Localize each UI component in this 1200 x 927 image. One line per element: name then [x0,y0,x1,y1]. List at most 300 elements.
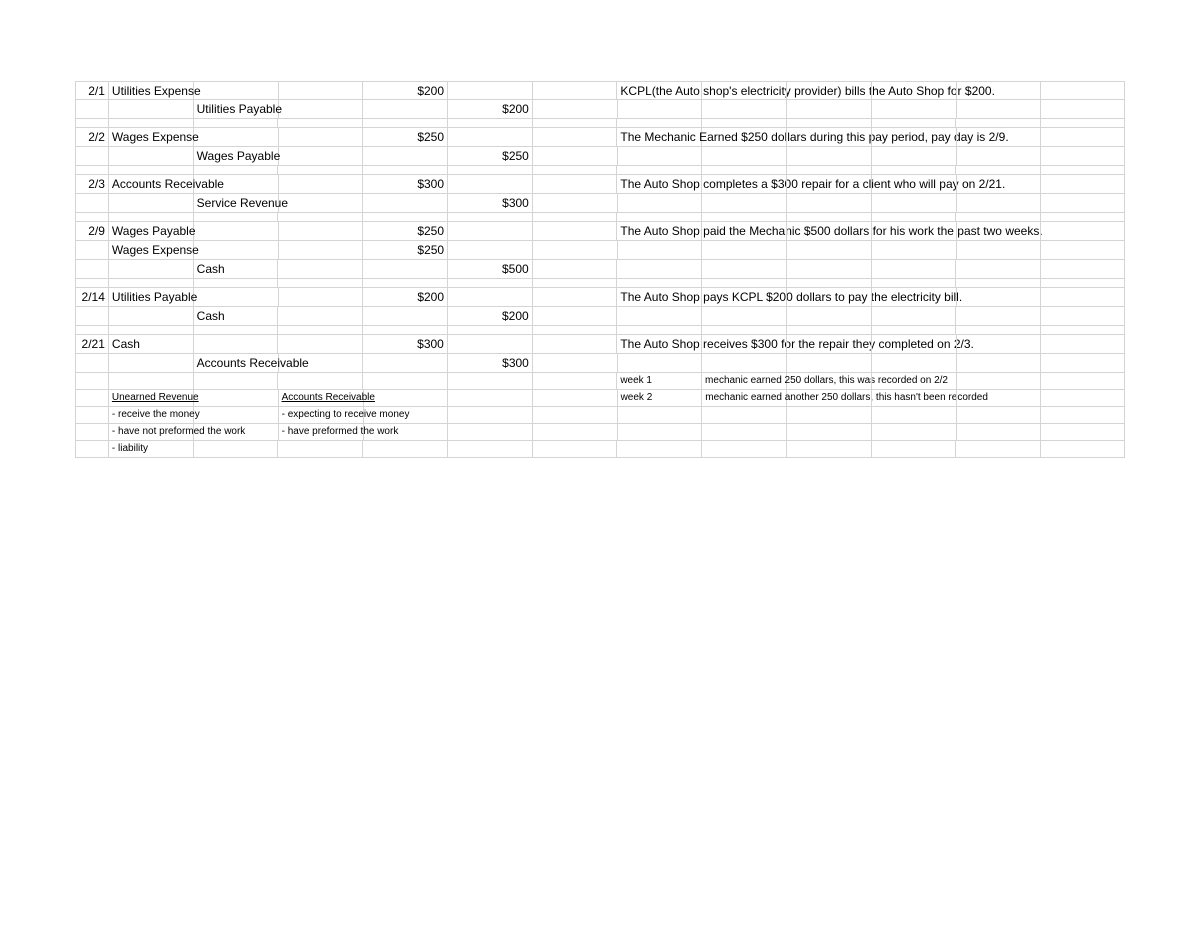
sheet-cell[interactable] [75,424,109,441]
debit-amount[interactable]: $250 [363,241,448,260]
sheet-cell[interactable] [109,326,194,335]
sheet-cell[interactable] [787,166,872,175]
sheet-cell[interactable] [109,166,194,175]
sheet-cell[interactable] [448,335,533,354]
sheet-cell[interactable] [1041,390,1125,407]
sheet-cell[interactable] [787,119,872,128]
sheet-cell[interactable] [194,390,279,407]
sheet-cell[interactable] [956,119,1041,128]
sheet-cell[interactable] [702,279,787,288]
sheet-cell[interactable] [702,100,787,119]
credit-account[interactable]: Cash [194,260,279,279]
sheet-cell[interactable] [363,213,448,222]
sheet-cell[interactable] [279,194,364,213]
sheet-cell[interactable] [787,241,872,260]
sheet-cell[interactable] [533,222,618,241]
sheet-cell[interactable] [75,147,109,166]
sheet-cell[interactable] [194,424,279,441]
sheet-cell[interactable] [702,335,787,354]
sheet-cell[interactable] [617,279,702,288]
sheet-cell[interactable] [448,166,533,175]
sheet-cell[interactable] [618,100,703,119]
sheet-cell[interactable] [872,279,957,288]
sheet-cell[interactable] [75,390,109,407]
entry-description[interactable]: The Auto Shop receives $300 for the repair they completed on 2/3. [617,335,702,354]
sheet-cell[interactable] [957,194,1042,213]
sheet-cell[interactable] [787,441,872,458]
sheet-cell[interactable] [617,260,702,279]
sheet-cell[interactable] [279,241,364,260]
sheet-cell[interactable] [618,407,703,424]
sheet-cell[interactable] [109,373,194,390]
sheet-cell[interactable] [194,288,279,307]
sheet-cell[interactable] [617,166,702,175]
debit-account[interactable]: Wages Expense [109,241,194,260]
sheet-cell[interactable] [363,100,448,119]
sheet-cell[interactable] [109,279,194,288]
sheet-cell[interactable] [957,390,1042,407]
sheet-cell[interactable] [448,175,533,194]
sheet-cell[interactable] [448,213,533,222]
sheet-cell[interactable] [364,390,449,407]
sheet-cell[interactable] [533,288,618,307]
sheet-cell[interactable] [1041,128,1125,147]
sheet-cell[interactable] [448,288,533,307]
entry-date[interactable]: 2/21 [75,335,109,354]
sheet-cell[interactable] [787,175,872,194]
entry-description[interactable]: The Auto Shop pays KCPL $200 dollars to pay the electricity bill. [617,288,702,307]
entry-date[interactable]: 2/2 [75,128,109,147]
sheet-cell[interactable] [956,213,1041,222]
entry-date[interactable]: 2/3 [75,175,109,194]
sheet-cell[interactable] [702,241,787,260]
entry-date[interactable]: 2/14 [75,288,109,307]
sheet-cell[interactable] [956,166,1041,175]
sheet-cell[interactable] [363,147,448,166]
sheet-cell[interactable] [957,241,1042,260]
sheet-cell[interactable] [872,166,957,175]
sheet-cell[interactable] [448,326,533,335]
sheet-cell[interactable] [448,441,533,458]
unearned-revenue-item[interactable]: - liability [109,441,194,458]
sheet-cell[interactable] [279,81,364,100]
sheet-cell[interactable] [278,307,363,326]
sheet-cell[interactable] [702,175,787,194]
debit-account[interactable]: Utilities Payable [109,288,194,307]
sheet-cell[interactable] [872,241,957,260]
sheet-cell[interactable] [702,213,787,222]
credit-amount[interactable]: $500 [448,260,533,279]
sheet-cell[interactable] [278,326,363,335]
sheet-cell[interactable] [1041,175,1125,194]
sheet-cell[interactable] [957,335,1042,354]
sheet-cell[interactable] [1041,441,1125,458]
sheet-cell[interactable] [75,441,109,458]
sheet-cell[interactable] [702,128,787,147]
sheet-cell[interactable] [1041,194,1125,213]
sheet-cell[interactable] [533,441,618,458]
sheet-cell[interactable] [702,288,787,307]
sheet-cell[interactable] [787,354,872,373]
sheet-cell[interactable] [363,373,448,390]
sheet-cell[interactable] [702,166,787,175]
sheet-row [75,241,1125,260]
sheet-cell[interactable] [957,424,1042,441]
sheet-cell[interactable] [872,194,957,213]
sheet-cell[interactable] [872,147,957,166]
sheet-cell[interactable] [533,81,618,100]
sheet-cell[interactable] [533,335,618,354]
credit-amount[interactable]: $300 [448,354,533,373]
sheet-cell[interactable] [279,128,364,147]
credit-amount[interactable]: $250 [448,147,533,166]
week-note[interactable]: mechanic earned another 250 dollars, this hasn't been recorded [702,390,787,407]
sheet-cell[interactable] [702,260,787,279]
unearned-revenue-item[interactable]: - receive the money [109,407,194,424]
sheet-cell[interactable] [75,373,109,390]
sheet-cell[interactable] [533,119,618,128]
sheet-cell[interactable] [194,407,279,424]
sheet-cell[interactable] [533,260,618,279]
sheet-cell[interactable] [872,81,957,100]
debit-amount[interactable]: $300 [363,175,448,194]
entry-description[interactable]: The Auto Shop paid the Mechanic $500 dollars for his work the past two weeks. [617,222,702,241]
sheet-cell[interactable] [279,354,364,373]
sheet-cell[interactable] [787,147,872,166]
sheet-cell[interactable] [617,213,702,222]
sheet-cell[interactable] [787,279,872,288]
sheet-cell[interactable] [787,407,872,424]
sheet-cell[interactable] [75,326,109,335]
sheet-cell[interactable] [702,81,787,100]
sheet-cell[interactable] [533,166,618,175]
sheet-cell[interactable] [448,279,533,288]
sheet-cell[interactable] [279,100,364,119]
sheet-cell[interactable] [278,279,363,288]
sheet-cell[interactable] [787,128,872,147]
sheet-cell[interactable] [957,407,1042,424]
sheet-cell[interactable] [109,213,194,222]
sheet-cell[interactable] [278,441,363,458]
sheet-cell[interactable] [363,166,448,175]
credit-amount[interactable]: $300 [448,194,533,213]
sheet-cell[interactable] [957,222,1042,241]
debit-amount[interactable]: $250 [363,128,448,147]
sheet-cell[interactable] [194,241,279,260]
sheet-cell[interactable] [702,222,787,241]
sheet-cell[interactable] [702,194,787,213]
sheet-cell[interactable] [448,390,533,407]
sheet-cell[interactable] [75,279,109,288]
sheet-cell[interactable] [1041,279,1125,288]
sheet-cell[interactable] [787,100,872,119]
credit-account[interactable]: Accounts Receivable [194,354,279,373]
sheet-cell[interactable] [194,222,279,241]
accounts-receivable-item[interactable]: - have preformed the work [279,424,364,441]
sheet-cell[interactable] [363,307,448,326]
sheet-cell[interactable] [279,175,364,194]
sheet-cell[interactable] [787,424,872,441]
sheet-cell[interactable] [363,326,448,335]
sheet-cell[interactable] [872,128,957,147]
sheet-cell[interactable] [194,175,279,194]
sheet-cell[interactable] [956,326,1041,335]
sheet-cell[interactable] [702,326,787,335]
week-label[interactable]: week 2 [618,390,703,407]
sheet-cell[interactable] [957,288,1042,307]
sheet-cell[interactable] [617,119,702,128]
debit-amount[interactable]: $300 [363,335,448,354]
sheet-cell[interactable] [533,407,618,424]
sheet-cell[interactable] [533,213,618,222]
credit-account[interactable]: Cash [194,307,279,326]
sheet-cell[interactable] [363,279,448,288]
debit-amount[interactable]: $250 [363,222,448,241]
sheet-cell[interactable] [1041,241,1125,260]
sheet-cell[interactable] [957,373,1042,390]
sheet-cell[interactable] [279,222,364,241]
sheet-cell[interactable] [702,441,787,458]
sheet-cell[interactable] [363,260,448,279]
sheet-cell[interactable] [618,354,703,373]
sheet-cell[interactable] [1041,288,1125,307]
accounts-receivable-item[interactable]: - expecting to receive money [279,407,364,424]
sheet-cell[interactable] [75,241,109,260]
sheet-cell[interactable] [872,441,957,458]
sheet-cell[interactable] [787,288,872,307]
sheet-cell[interactable] [448,241,533,260]
sheet-cell[interactable] [109,354,194,373]
sheet-cell[interactable] [533,390,618,407]
sheet-cell[interactable] [75,166,109,175]
entry-description[interactable]: The Mechanic Earned $250 dollars during this pay period, pay day is 2/9. [617,128,702,147]
debit-account[interactable]: Wages Payable [109,222,194,241]
sheet-cell[interactable] [194,326,279,335]
week-note[interactable]: mechanic earned 250 dollars, this was recorded on 2/2 [702,373,787,390]
sheet-cell[interactable] [1041,260,1125,279]
credit-account[interactable]: Service Revenue [194,194,279,213]
sheet-cell[interactable] [957,81,1042,100]
week-label[interactable]: week 1 [617,373,702,390]
sheet-cell[interactable] [872,100,957,119]
sheet-cell[interactable] [363,194,448,213]
sheet-cell[interactable] [702,424,787,441]
sheet-cell[interactable] [956,441,1041,458]
sheet-cell[interactable] [787,307,872,326]
sheet-cell[interactable] [1041,326,1125,335]
sheet-cell[interactable] [533,241,618,260]
sheet-cell[interactable] [533,326,618,335]
sheet-cell[interactable] [872,260,957,279]
sheet-cell[interactable] [702,147,787,166]
sheet-cell[interactable] [363,119,448,128]
sheet-cell[interactable] [278,119,363,128]
sheet-cell[interactable] [278,335,363,354]
debit-account[interactable]: Accounts Receivable [109,175,194,194]
sheet-cell[interactable] [75,307,109,326]
debit-amount[interactable]: $200 [363,81,448,100]
entry-date[interactable]: 2/1 [75,81,109,100]
sheet-cell[interactable] [956,307,1041,326]
sheet-cell[interactable] [533,194,618,213]
debit-account[interactable]: Cash [109,335,194,354]
sheet-cell[interactable] [872,373,957,390]
sheet-cell[interactable] [278,260,363,279]
accounts-receivable-title[interactable]: Accounts Receivable [279,390,364,407]
sheet-cell[interactable] [1041,307,1125,326]
sheet-cell[interactable] [956,260,1041,279]
sheet-cell[interactable] [109,260,194,279]
sheet-cell[interactable] [75,119,109,128]
sheet-cell[interactable] [957,128,1042,147]
sheet-cell[interactable] [75,213,109,222]
debit-account[interactable]: Utilities Expense [109,81,194,100]
sheet-cell[interactable] [448,373,533,390]
sheet-cell[interactable] [75,100,109,119]
sheet-cell[interactable] [448,119,533,128]
debit-amount[interactable]: $200 [363,288,448,307]
sheet-cell[interactable] [533,307,618,326]
sheet-cell[interactable] [957,175,1042,194]
sheet-cell[interactable] [1041,354,1125,373]
sheet-cell[interactable] [533,424,618,441]
sheet-cell[interactable] [363,354,448,373]
sheet-cell[interactable] [533,279,618,288]
sheet-cell[interactable] [194,373,279,390]
sheet-cell[interactable] [1041,424,1125,441]
sheet-cell[interactable] [448,407,533,424]
sheet-cell[interactable] [363,441,448,458]
sheet-cell[interactable] [872,424,957,441]
sheet-cell[interactable] [1041,373,1125,390]
sheet-cell[interactable] [787,260,872,279]
sheet-cell[interactable] [957,354,1042,373]
sheet-cell[interactable] [279,147,364,166]
sheet-cell[interactable] [872,307,957,326]
sheet-cell[interactable] [957,100,1042,119]
sheet-cell[interactable] [617,326,702,335]
sheet-cell[interactable] [533,128,618,147]
sheet-cell[interactable] [448,128,533,147]
unearned-revenue-item[interactable]: - have not preformed the work [109,424,194,441]
sheet-cell[interactable] [109,307,194,326]
entry-date[interactable]: 2/9 [75,222,109,241]
sheet-cell[interactable] [618,194,703,213]
sheet-cell[interactable] [533,147,618,166]
sheet-cell[interactable] [194,279,279,288]
sheet-cell[interactable] [787,81,872,100]
entry-description[interactable]: The Auto Shop completes a $300 repair for a client who will pay on 2/21. [617,175,702,194]
sheet-cell[interactable] [448,81,533,100]
sheet-cell[interactable] [194,441,279,458]
sheet-cell[interactable] [1041,335,1125,354]
sheet-cell[interactable] [617,441,702,458]
sheet-cell[interactable] [956,279,1041,288]
sheet-cell[interactable] [533,373,618,390]
sheet-cell[interactable] [75,260,109,279]
sheet-cell[interactable] [702,307,787,326]
sheet-cell[interactable] [1041,407,1125,424]
entry-description[interactable]: KCPL(the Auto shop's electricity provider) bills the Auto Shop for $200. [617,81,702,100]
sheet-cell[interactable] [702,407,787,424]
sheet-cell[interactable] [278,213,363,222]
sheet-cell[interactable] [109,100,194,119]
sheet-cell[interactable] [364,424,449,441]
sheet-cell[interactable] [278,166,363,175]
sheet-cell[interactable] [448,222,533,241]
sheet-cell[interactable] [194,213,279,222]
sheet-cell[interactable] [872,390,957,407]
credit-account[interactable]: Utilities Payable [194,100,279,119]
sheet-cell[interactable] [279,288,364,307]
sheet-cell[interactable] [533,100,618,119]
sheet-cell[interactable] [787,194,872,213]
sheet-cell[interactable] [194,166,279,175]
sheet-cell[interactable] [75,407,109,424]
debit-account[interactable]: Wages Expense [109,128,194,147]
sheet-cell[interactable] [1041,166,1125,175]
credit-amount[interactable]: $200 [448,307,533,326]
sheet-cell[interactable] [787,390,872,407]
sheet-cell[interactable] [533,354,618,373]
sheet-cell[interactable] [109,194,194,213]
sheet-cell[interactable] [787,335,872,354]
sheet-cell[interactable] [1041,81,1125,100]
sheet-cell[interactable] [787,326,872,335]
sheet-cell[interactable] [872,407,957,424]
sheet-cell[interactable] [702,119,787,128]
sheet-cell[interactable] [1041,147,1125,166]
sheet-cell[interactable] [194,119,279,128]
sheet-cell[interactable] [194,81,279,100]
sheet-cell[interactable] [872,222,957,241]
sheet-cell[interactable] [618,424,703,441]
sheet-cell[interactable] [364,407,449,424]
sheet-cell[interactable] [872,119,957,128]
sheet-cell[interactable] [194,128,279,147]
sheet-cell[interactable] [702,354,787,373]
sheet-cell[interactable] [533,175,618,194]
sheet-cell[interactable] [1041,222,1125,241]
sheet-cell[interactable] [617,307,702,326]
sheet-cell[interactable] [872,213,957,222]
sheet-cell[interactable] [278,373,363,390]
sheet-cell[interactable] [787,222,872,241]
sheet-cell[interactable] [1041,119,1125,128]
sheet-cell[interactable] [787,213,872,222]
sheet-cell[interactable] [872,326,957,335]
sheet-cell[interactable] [1041,213,1125,222]
credit-account[interactable]: Wages Payable [194,147,279,166]
sheet-cell[interactable] [109,119,194,128]
sheet-cell[interactable] [194,335,279,354]
sheet-cell[interactable] [787,373,872,390]
sheet-cell[interactable] [1041,100,1125,119]
sheet-cell[interactable] [75,354,109,373]
sheet-cell[interactable] [109,147,194,166]
sheet-cell[interactable] [872,288,957,307]
sheet-cell[interactable] [618,241,703,260]
sheet-cell[interactable] [872,335,957,354]
unearned-revenue-title[interactable]: Unearned Revenue [109,390,194,407]
credit-amount[interactable]: $200 [448,100,533,119]
sheet-cell[interactable] [618,147,703,166]
sheet-cell[interactable] [75,194,109,213]
sheet-cell[interactable] [872,175,957,194]
sheet-cell[interactable] [448,424,533,441]
sheet-cell[interactable] [872,354,957,373]
sheet-cell[interactable] [957,147,1042,166]
